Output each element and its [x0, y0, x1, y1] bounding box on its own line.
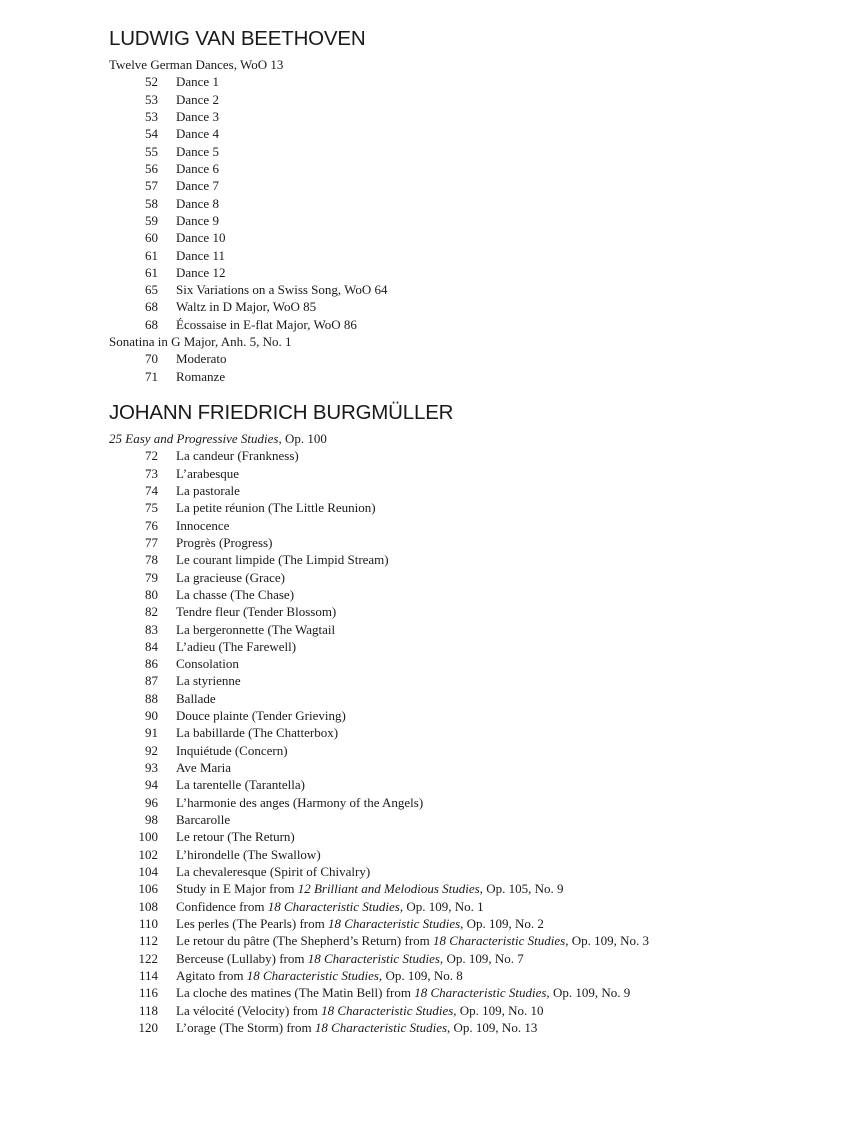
entry-title: [176, 863, 370, 880]
entry-title: [176, 690, 216, 707]
toc-entry: [0, 499, 848, 516]
entry-title: [176, 569, 285, 586]
toc-entry: [0, 298, 848, 315]
page-number: 61: [145, 247, 158, 263]
page-number: 52: [145, 74, 158, 90]
text-run: Six Variations on a Swiss Song, WoO 64: [176, 282, 388, 298]
entry-title: [176, 967, 463, 984]
work-title-italic: 12 Brilliant and Melodious Studies,: [297, 881, 483, 897]
entry-title: [176, 195, 219, 212]
entry-title: [176, 108, 219, 125]
page-number: 120: [138, 1019, 158, 1035]
toc-entry: [0, 447, 848, 464]
text-run: La bergeronnette (The Wagtail: [176, 621, 336, 637]
entry-title: [176, 638, 296, 655]
entry-title: [176, 776, 305, 793]
toc-entry: [0, 863, 848, 880]
toc-entry: [0, 603, 848, 620]
text-run: L’arabesque: [176, 465, 240, 481]
entry-title: [176, 932, 649, 949]
entry-title: [176, 603, 336, 620]
page-number: 96: [145, 794, 158, 810]
toc-entry: [0, 316, 848, 333]
text-run: Op. 109, No. 13: [450, 1019, 538, 1035]
page-number: 65: [145, 282, 158, 298]
page-number: 77: [145, 534, 158, 550]
page-number: 100: [138, 829, 158, 845]
page-number: 80: [145, 586, 158, 602]
toc-entry: [0, 742, 848, 759]
toc-entry: [0, 108, 848, 125]
work-heading: [109, 333, 292, 350]
text-run: Ballade: [176, 690, 216, 706]
page-number: 72: [145, 448, 158, 464]
text-run: Agitato from: [176, 967, 247, 983]
text-run: Twelve German Dances, WoO 13: [109, 57, 284, 72]
page-number: 98: [145, 812, 158, 828]
text-run: L’harmonie des anges (Harmony of the Angels): [176, 794, 424, 810]
toc-entry: [0, 534, 848, 551]
entry-title: [176, 1019, 537, 1036]
toc-entry: [0, 880, 848, 897]
toc-entry: [0, 967, 848, 984]
text-run: La petite réunion (The Little Reunion): [176, 500, 376, 516]
text-run: La cloche des matines (The Matin Bell) from: [176, 985, 415, 1001]
text-run: Dance 9: [176, 212, 219, 228]
work-heading: [109, 56, 283, 73]
page-number: 108: [138, 898, 158, 914]
page-number: 53: [145, 91, 158, 107]
text-run: Le courant limpide (The Limpid Stream): [176, 552, 389, 568]
text-run: L’adieu (The Farewell): [176, 638, 297, 654]
page-number: 73: [145, 465, 158, 481]
page-number: 122: [138, 950, 158, 966]
toc-entry: [0, 281, 848, 298]
work-heading: [109, 430, 327, 447]
page-number: 86: [145, 656, 158, 672]
toc-entry: [0, 195, 848, 212]
text-run: La styrienne: [176, 673, 241, 689]
entry-title: [176, 586, 294, 603]
page-number: 102: [138, 846, 158, 862]
entry-title: [176, 177, 219, 194]
page-number: 78: [145, 552, 158, 568]
toc-entry: [0, 724, 848, 741]
page-number: 60: [145, 230, 158, 246]
page-number: 90: [145, 708, 158, 724]
toc-entry: [0, 177, 848, 194]
page-number: 87: [145, 673, 158, 689]
page-number: 58: [145, 195, 158, 211]
toc-entry: [0, 482, 848, 499]
entry-title: [176, 898, 484, 915]
entry-title: [176, 794, 423, 811]
page-number: 114: [138, 967, 158, 983]
entry-title: [176, 482, 240, 499]
text-run: Op. 109, No. 1: [403, 898, 484, 914]
text-run: Sonatina in G Major, Anh. 5, No. 1: [109, 334, 292, 350]
page-number: 56: [145, 160, 158, 176]
text-run: Les perles (The Pearls) from: [176, 915, 328, 931]
toc-entry: [0, 247, 848, 264]
text-run: Progrès (Progress): [176, 534, 273, 550]
text-run: La babillarde (The Chatterbox): [176, 725, 339, 741]
text-run: Waltz in D Major, WoO 85: [176, 299, 317, 315]
toc-entry: [0, 655, 848, 672]
toc-entry: [0, 950, 848, 967]
text-run: Op. 109, No. 9: [549, 985, 631, 1001]
text-run: Dance 2: [176, 91, 219, 107]
entry-title: [176, 828, 295, 845]
entry-title: [176, 499, 376, 516]
text-run: Dance 4: [176, 126, 219, 142]
page-number: 53: [145, 108, 158, 124]
page-number: 104: [138, 864, 158, 879]
entry-title: [176, 950, 524, 967]
toc-entry: [0, 229, 848, 246]
work-title-italic: 25 Easy and Progressive Studies,: [109, 431, 282, 446]
text-run: Op. 109, No. 10: [456, 1002, 544, 1018]
page-number: 70: [145, 351, 158, 367]
work-title-italic: 18 Characteristic Studies,: [433, 933, 569, 949]
text-run: Dance 12: [176, 264, 226, 280]
text-run: Consolation: [176, 656, 239, 672]
page-number: 88: [145, 690, 158, 706]
text-run: Dance 3: [176, 108, 219, 124]
entry-title: [176, 517, 229, 534]
text-run: Op. 109, No. 8: [382, 967, 463, 983]
work-title-italic: 18 Characteristic Studies,: [327, 915, 464, 931]
toc-entry: [0, 586, 848, 603]
page-number: 59: [145, 212, 158, 228]
entry-title: [176, 534, 272, 551]
text-run: Berceuse (Lullaby) from: [176, 950, 308, 966]
page-number: 68: [145, 316, 158, 332]
page-number: 110: [138, 915, 158, 931]
page-number: 76: [145, 517, 158, 533]
entry-title: [176, 316, 357, 333]
toc-entry: [0, 707, 848, 724]
text-run: Dance 6: [176, 160, 219, 176]
entry-title: [176, 264, 225, 281]
text-run: Dance 8: [176, 195, 219, 211]
entry-title: [176, 447, 299, 464]
text-run: Moderato: [176, 351, 227, 367]
page-number: 84: [145, 638, 158, 654]
toc-entry: [0, 160, 848, 177]
page-number: 75: [145, 500, 158, 516]
toc-entry: [0, 932, 848, 949]
toc-entry: [0, 811, 848, 828]
text-run: Op. 109, No. 3: [568, 933, 649, 949]
toc-entry: [0, 73, 848, 90]
text-run: La candeur (Frankness): [176, 448, 299, 464]
text-run: Le retour du pâtre (The Shepherd’s Return) from: [176, 933, 434, 949]
entry-title: [176, 759, 231, 776]
toc-entry: [0, 638, 848, 655]
entry-title: [176, 465, 239, 482]
text-run: Dance 1: [176, 74, 219, 90]
text-run: Barcarolle: [176, 812, 231, 828]
text-run: Op. 109, No. 2: [463, 915, 544, 931]
text-run: La chasse (The Chase): [176, 586, 295, 602]
entry-title: [176, 1002, 544, 1019]
page-number: 106: [138, 881, 158, 897]
entry-title: [176, 621, 335, 638]
text-run: Op. 105, No. 9: [482, 881, 564, 897]
text-run: Confidence from: [176, 898, 268, 914]
text-run: Romanze: [176, 368, 226, 384]
page-number: 112: [138, 933, 158, 949]
page-number: 91: [145, 725, 158, 741]
work-title-italic: 18 Characteristic Studies,: [307, 950, 444, 966]
entry-title: [176, 984, 630, 1001]
toc-entry: [0, 1002, 848, 1019]
text-run: La chevaleresque (Spirit of Chivalry): [176, 864, 371, 879]
entry-title: [176, 672, 241, 689]
page-number: 57: [145, 178, 158, 194]
toc-entry: [0, 125, 848, 142]
entry-title: [176, 915, 544, 932]
entry-title: [176, 707, 346, 724]
work-title-italic: 18 Characteristic Studies,: [414, 985, 550, 1001]
entry-title: [176, 91, 219, 108]
page-number: 83: [145, 621, 158, 637]
text-run: Dance 11: [176, 247, 225, 263]
toc-entry: [0, 898, 848, 915]
toc-entry: [0, 551, 848, 568]
entry-title: [176, 229, 225, 246]
page-number: 55: [145, 143, 158, 159]
toc-entry: [0, 143, 848, 160]
toc-entry: [0, 672, 848, 689]
page-number: 82: [145, 604, 158, 620]
text-run: Dance 10: [176, 230, 226, 246]
text-run: Op. 100: [281, 431, 327, 446]
text-run: Study in E Major from: [176, 881, 298, 897]
page-number: 68: [145, 299, 158, 315]
work-title-italic: 18 Characteristic Studies,: [321, 1002, 457, 1018]
toc-entry: [0, 828, 848, 845]
toc-entry: [0, 212, 848, 229]
page-number: 71: [145, 368, 158, 384]
entry-title: [176, 298, 316, 315]
text-run: Écossaise in E-flat Major, WoO 86: [176, 316, 357, 332]
entry-title: [176, 368, 225, 385]
page-number: 54: [145, 126, 158, 142]
toc-entry: [0, 264, 848, 281]
toc-entry: [0, 759, 848, 776]
entry-title: [176, 125, 219, 142]
entry-title: [176, 846, 321, 863]
text-run: Dance 7: [176, 178, 219, 194]
toc-entry: [0, 984, 848, 1001]
text-run: Le retour (The Return): [176, 829, 295, 845]
entry-title: [176, 212, 219, 229]
toc-entry: [0, 368, 848, 385]
page-number: 93: [145, 760, 158, 776]
entry-title: [176, 551, 389, 568]
entry-title: [176, 247, 225, 264]
text-run: Ave Maria: [176, 760, 231, 776]
toc-entry: [0, 1019, 848, 1036]
toc-entry: [0, 350, 848, 367]
page-number: 94: [145, 777, 158, 793]
toc-entry: [0, 621, 848, 638]
toc-entry: [0, 915, 848, 932]
text-run: Innocence: [176, 517, 230, 533]
text-run: L’orage (The Storm) from: [176, 1019, 315, 1035]
toc-entry: [0, 794, 848, 811]
page-number: 92: [145, 742, 158, 758]
text-run: La gracieuse (Grace): [176, 569, 285, 585]
page-number: 61: [145, 264, 158, 280]
toc-entry: [0, 517, 848, 534]
entry-title: [176, 281, 388, 298]
text-run: Tendre fleur (Tender Blossom): [176, 604, 337, 620]
entry-title: [176, 73, 219, 90]
page-number: 116: [138, 985, 158, 1001]
text-run: La vélocité (Velocity) from: [176, 1002, 322, 1018]
toc-entry: [0, 846, 848, 863]
work-title-italic: 18 Characteristic Studies,: [267, 898, 404, 914]
text-run: Inquiétude (Concern): [176, 742, 288, 758]
entry-title: [176, 160, 219, 177]
page-number: 118: [138, 1002, 158, 1018]
text-run: Op. 109, No. 7: [443, 950, 524, 966]
text-run: L’hirondelle (The Swallow): [176, 846, 321, 862]
work-title-italic: 18 Characteristic Studies,: [314, 1019, 451, 1035]
entry-title: [176, 143, 219, 160]
text-run: Dance 5: [176, 143, 219, 159]
work-title-italic: 18 Characteristic Studies,: [246, 967, 383, 983]
toc-entry: [0, 91, 848, 108]
entry-title: [176, 350, 227, 367]
entry-title: [176, 724, 338, 741]
text-run: Douce plainte (Tender Grieving): [176, 708, 346, 724]
toc-entry: [0, 776, 848, 793]
entry-title: [176, 880, 563, 897]
page-number: 74: [145, 482, 158, 498]
toc-entry: [0, 465, 848, 482]
toc-entry: [0, 690, 848, 707]
composer-heading: JOHANN FRIEDRICH BURGMÜLLER: [109, 401, 454, 424]
page-number: 79: [145, 569, 158, 585]
entry-title: [176, 655, 239, 672]
toc-entry: [0, 569, 848, 586]
composer-heading: LUDWIG VAN BEETHOVEN: [109, 27, 366, 50]
entry-title: [176, 811, 230, 828]
text-run: La tarentelle (Tarantella): [176, 777, 306, 793]
text-run: La pastorale: [176, 482, 240, 498]
entry-title: [176, 742, 288, 759]
